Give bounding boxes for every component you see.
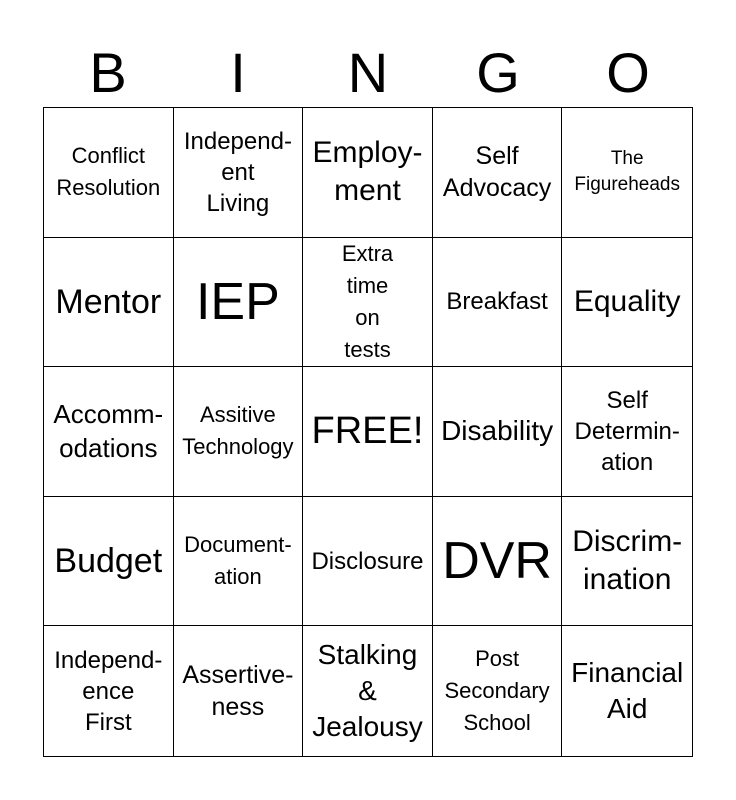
- bingo-cell[interactable]: [433, 626, 563, 756]
- header-letter-g: G: [476, 41, 520, 104]
- bingo-cell[interactable]: [174, 626, 304, 756]
- bingo-cell[interactable]: [433, 497, 563, 627]
- bingo-cell[interactable]: [303, 367, 433, 497]
- cell-label: Financial Aid: [571, 657, 684, 725]
- bingo-cell[interactable]: [562, 238, 692, 368]
- bingo-cell[interactable]: [44, 497, 174, 627]
- cell-label: Assertive- ness: [182, 661, 294, 722]
- bingo-cell[interactable]: [303, 497, 433, 627]
- header-letter-b: B: [89, 41, 127, 104]
- cell-label: Document- ation: [184, 532, 292, 590]
- cell-label: Accomm- odations: [53, 399, 164, 464]
- bingo-cell[interactable]: [44, 238, 174, 368]
- cell-label: Disability: [441, 415, 554, 447]
- bingo-cell[interactable]: [562, 626, 692, 756]
- cell-label: Disclosure: [311, 547, 424, 575]
- bingo-cell[interactable]: [174, 367, 304, 497]
- cell-label: Independ- ent Living: [183, 127, 292, 217]
- cell-label: Independ- ence First: [54, 646, 163, 736]
- cell-label: Discrim- ination: [572, 525, 683, 597]
- cell-label: Stalking & Jealousy: [312, 639, 423, 743]
- bingo-cell[interactable]: [562, 497, 692, 627]
- bingo-cell[interactable]: [174, 497, 304, 627]
- cell-label: Employ- ment: [312, 136, 423, 208]
- cell-label: Breakfast: [446, 288, 548, 316]
- bingo-cell[interactable]: [433, 367, 563, 497]
- bingo-cell[interactable]: [303, 626, 433, 756]
- cell-label: The Figureheads: [574, 148, 680, 196]
- cell-label: IEP: [195, 272, 280, 331]
- cell-label: Extra time on tests: [341, 240, 394, 362]
- cell-label: FREE!: [311, 410, 424, 453]
- bingo-cell[interactable]: [44, 108, 174, 238]
- bingo-cell[interactable]: [433, 238, 563, 368]
- header-letter-o: O: [606, 41, 650, 104]
- cell-label: Conflict Resolution: [56, 143, 161, 201]
- cell-label: Mentor: [55, 282, 162, 321]
- cell-label: Budget: [54, 542, 163, 581]
- cell-label: DVR: [442, 532, 552, 591]
- cell-label: Assitive Technology: [182, 402, 294, 460]
- cell-label: Equality: [573, 284, 681, 318]
- bingo-cell[interactable]: [562, 367, 692, 497]
- bingo-cell[interactable]: [303, 108, 433, 238]
- cell-label: Self Determin- ation: [574, 386, 680, 476]
- bingo-cell[interactable]: [562, 108, 692, 238]
- bingo-cell[interactable]: [174, 108, 304, 238]
- bingo-cell[interactable]: [44, 626, 174, 756]
- cell-label: Post Secondary School: [444, 646, 550, 736]
- cell-label: Self Advocacy: [442, 142, 552, 203]
- header-letter-i: I: [230, 41, 246, 104]
- bingo-cell[interactable]: [44, 367, 174, 497]
- bingo-header: [43, 40, 693, 106]
- bingo-cell[interactable]: [174, 238, 304, 368]
- header-letter-n: N: [347, 41, 389, 104]
- bingo-cell[interactable]: [433, 108, 563, 238]
- bingo-cell[interactable]: [303, 238, 433, 368]
- bingo-board: [43, 107, 693, 757]
